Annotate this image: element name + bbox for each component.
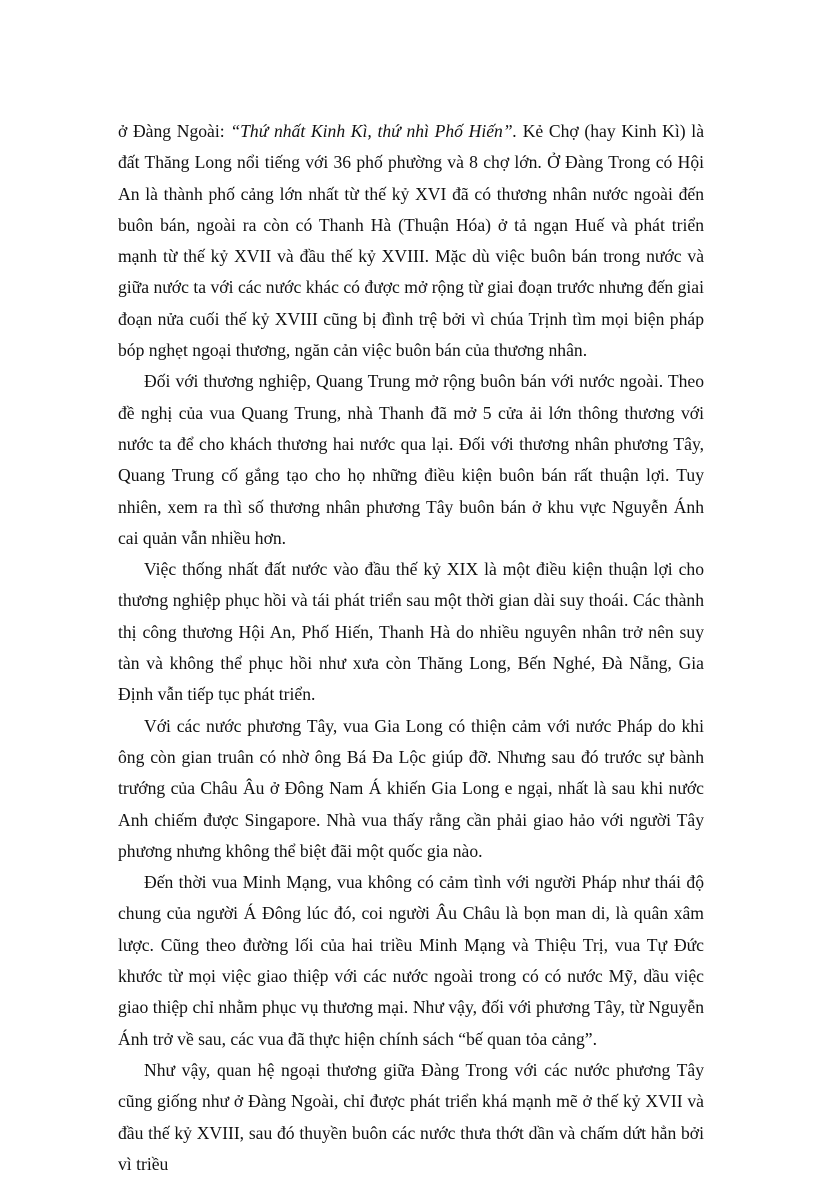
paragraph-4: Với các nước phương Tây, vua Gia Long có thiện cảm với nước Pháp do khi ông còn gian truân có nhờ ông Bá Đa Lộc giúp đỡ. Nhưng sau đó trước sự bành trướng của Châu Âu ở Đông Nam Á khiến Gia Long e ngại, nhất là sau khi nước Anh chiếm được Singapore. Nhà vua thấy rằng cần phải giao hảo với người Tây phương nhưng không thể biệt đãi một quốc gia nào. [118,715,704,861]
paragraph-1-lead: ở Đàng Ngoài: [118,121,231,141]
paragraph-3: Việc thống nhất đất nước vào đầu thế kỷ XIX là một điều kiện thuận lợi cho thương nghiệp phục hồi và tái phát triển sau một thời gian dài suy thoái. Các thành thị công thương Hội An, Phố Hiến, Thanh Hà do nhiều nguyên nhân trở nên suy tàn và không thể phục hồi như xưa còn Thăng Long, Bến Nghé, Đà Nẵng, Gia Định vẫn tiếp tục phát triển. [118,559,704,705]
paragraph-5: Đến thời vua Minh Mạng, vua không có cảm tình với người Pháp như thái độ chung của người Á Đông lúc đó, coi người Âu Châu là bọn man di, là quân xâm lược. Cũng theo đường lối của hai triều Minh Mạng và Thiệu Trị, vua Tự Đức khước từ mọi việc giao thiệp với các nước ngoài trong có có nước Mỹ, dầu việc giao thiệp chỉ nhằm phục vụ thương mại. Như vậy, đối với phương Tây, từ Nguyễn Ánh trở về sau, các vua đã thực hiện chính sách “bế quan tỏa cảng”. [118,872,704,1049]
paragraph-1 [118,116,704,366]
paragraph-2: Đối với thương nghiệp, Quang Trung mở rộng buôn bán với nước ngoài. Theo đề nghị của vua Quang Trung, nhà Thanh đã mở 5 cửa ải lớn thông thương với nước ta để cho khách thương hai nước qua lại. Đối với thương nhân phương Tây, Quang Trung cố gắng tạo cho họ những điều kiện buôn bán rất thuận lợi. Tuy nhiên, xem ra thì số thương nhân phương Tây buôn bán ở khu vực Nguyễn Ánh cai quản vẫn nhiều hơn. [118,371,704,548]
paragraph-1-text: Kẻ Chợ (hay Kinh Kì) là đất Thăng Long nổi tiếng với 36 phố phường và 8 chợ lớn. Ở Đàng Trong có Hội An là thành phố cảng lớn nhất từ thế kỷ XVI đã có thương nhân nước ngoài đến buôn bán, ngoài ra còn có Thanh Hà (Thuận Hóa) ở tả ngạn Huế và phát triển mạnh từ thế kỷ XVII và đầu thế kỷ XVIII. Mặc dù việc buôn bán trong nước và giữa nước ta với các nước khác có được mở rộng từ giai đoạn trước nhưng đến giai đoạn nửa cuối thế kỷ XVIII cũng bị đình trệ bởi vì chúa Trịnh tìm mọi biện pháp bóp nghẹt ngoại thương, ngăn cản việc buôn bán của thương nhân. [118,121,705,361]
page-body [118,116,704,1180]
paragraph-6: Như vậy, quan hệ ngoại thương giữa Đàng Trong với các nước phương Tây cũng giống như ở Đàng Ngoài, chỉ được phát triển khá mạnh mẽ ở thế kỷ XVII và đầu thế kỷ XVIII, sau đó thuyền buôn các nước thưa thớt dần và chấm dứt hẳn bởi vì triều [118,1059,704,1174]
proverb-quote: “Thứ nhất Kinh Kì, thứ nhì Phố Hiến”. [230,121,518,141]
